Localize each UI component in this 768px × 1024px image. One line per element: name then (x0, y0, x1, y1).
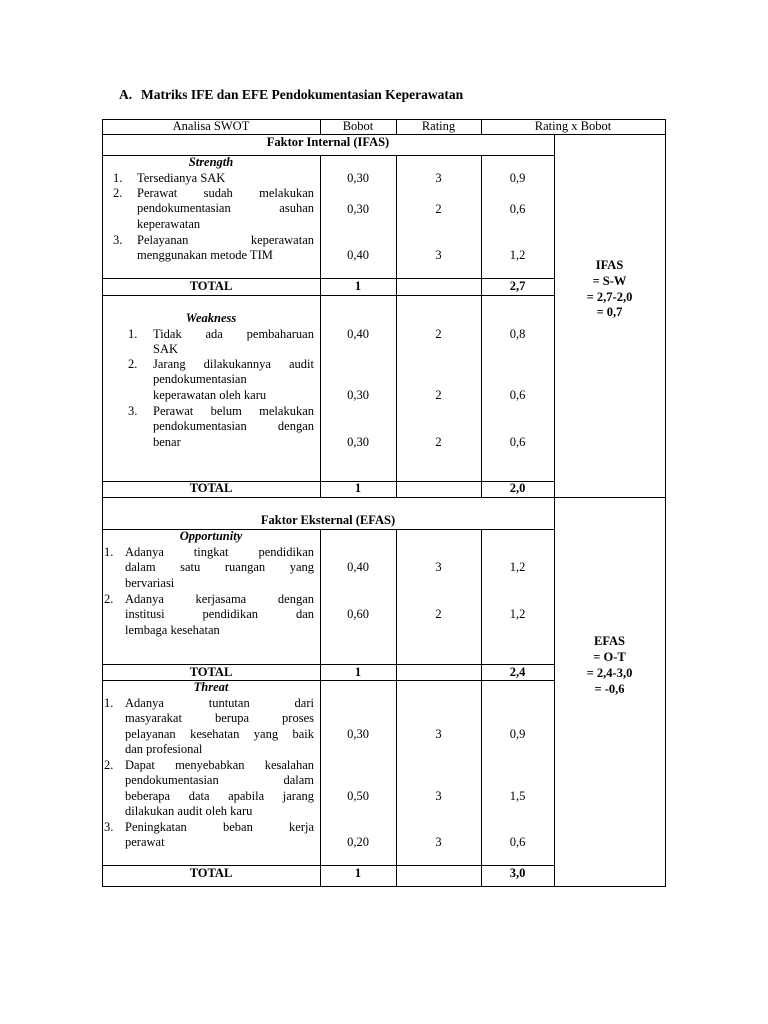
threat-total-bobot: 1 (354, 866, 362, 880)
opportunity-2-score: 1,2 (509, 607, 526, 621)
ifas-summary-formula: = S-W (592, 274, 627, 288)
section-title: Matriks IFE dan EFE Pendokumentasian Keperawatan (141, 87, 464, 102)
ifas-summary-label: IFAS (595, 258, 624, 272)
strength-3-score: 1,2 (509, 248, 526, 262)
item-text: Peningkatan beban kerja (125, 820, 314, 834)
item-text: Tersedianya SAK (137, 171, 226, 185)
item-number: 2. (104, 758, 114, 772)
item-text: benar (153, 434, 181, 449)
item-text: Tidak ada pembaharuan (153, 327, 314, 341)
item-text: keperawatan (137, 216, 201, 231)
item-text: Pelayanan keperawatan (137, 233, 314, 247)
strength-total-bobot: 1 (354, 279, 362, 293)
item-text: Jarang dilakukannya audit (153, 357, 314, 371)
efas-summary-formula: = O-T (593, 650, 626, 664)
item-text: SAK (153, 342, 179, 357)
item-number: 2. (104, 592, 114, 606)
strength-2-rating: 2 (435, 202, 442, 216)
strength-1-rating: 3 (435, 171, 442, 185)
item-text: Adanya tuntutan dari (125, 696, 314, 710)
item-text: Adanya tingkat pendidikan (125, 545, 314, 559)
strength-label: Strength (188, 155, 234, 169)
item-text: pendokumentasian dalam (125, 773, 314, 788)
item-text: Dapat menyebabkan kesalahan (125, 758, 314, 772)
header-rating: Rating (421, 119, 456, 133)
item-number: 3. (128, 404, 138, 418)
threat-1-rating: 3 (435, 727, 442, 741)
opportunity-label: Opportunity (179, 529, 243, 543)
opportunity-2-bobot: 0,60 (347, 607, 369, 621)
item-text: menggunakan metode TIM (137, 248, 273, 263)
weakness-2-rating: 2 (435, 388, 442, 402)
opportunity-2-rating: 2 (435, 607, 442, 621)
strength-1-score: 0,9 (509, 171, 526, 185)
threat-total-label: TOTAL (189, 866, 233, 880)
item-text: institusi pendidikan dan (125, 607, 314, 622)
item-text: Adanya kerjasama dengan (125, 592, 314, 606)
item-text: keperawatan oleh karu (153, 387, 267, 402)
ifas-summary-values: = 2,7-2,0 (586, 290, 633, 304)
item-text: bervariasi (125, 575, 175, 590)
efas-summary-label: EFAS (593, 634, 626, 648)
threat-label: Threat (193, 680, 229, 694)
strength-3-bobot: 0,40 (347, 248, 369, 262)
weakness-total-score: 2,0 (509, 481, 526, 495)
item-text: lembaga kesehatan (125, 622, 220, 637)
weakness-total-label: TOTAL (189, 481, 233, 495)
weakness-total-bobot: 1 (354, 481, 362, 495)
strength-2-score: 0,6 (509, 202, 526, 216)
ifas-summary-result: = 0,7 (596, 305, 623, 319)
weakness-1-bobot: 0,40 (347, 327, 369, 341)
weakness-1-score: 0,8 (509, 327, 526, 341)
item-number: 1. (104, 545, 114, 559)
strength-total-label: TOTAL (189, 279, 233, 293)
item-text: masyarakat berupa proses (125, 711, 314, 726)
item-text: pendokumentasian dengan (153, 419, 314, 434)
threat-3-score: 0,6 (509, 835, 526, 849)
opportunity-1-bobot: 0,40 (347, 560, 369, 574)
threat-2-rating: 3 (435, 789, 442, 803)
item-number: 1. (128, 327, 138, 341)
item-text: perawat (125, 835, 165, 850)
threat-1-bobot: 0,30 (347, 727, 369, 741)
item-number: 3. (104, 820, 114, 834)
strength-total-score: 2,7 (509, 279, 526, 293)
header-rating-x-bobot: Rating x Bobot (534, 119, 612, 133)
weakness-2-score: 0,6 (509, 388, 526, 402)
internal-factor-title: Faktor Internal (IFAS) (266, 135, 390, 149)
item-text: dilakukan audit oleh karu (125, 803, 253, 818)
weakness-3-score: 0,6 (509, 435, 526, 449)
weakness-label: Weakness (185, 311, 237, 325)
threat-2-bobot: 0,50 (347, 789, 369, 803)
strength-1-bobot: 0,30 (347, 171, 369, 185)
header-analisa-swot: Analisa SWOT (172, 119, 250, 133)
weakness-3-bobot: 0,30 (347, 435, 369, 449)
item-text: dalam satu ruangan yang (125, 560, 314, 575)
item-number: 1. (113, 171, 123, 185)
item-text: pendokumentasian asuhan (137, 201, 314, 216)
section-letter: A. (119, 87, 133, 102)
item-text: beberapa data apabila jarang (125, 788, 314, 803)
efas-summary-result: = -0,6 (594, 682, 625, 696)
threat-1-score: 0,9 (509, 727, 526, 741)
opportunity-total-bobot: 1 (354, 665, 362, 679)
item-number: 3. (113, 233, 123, 247)
header-bobot: Bobot (342, 119, 374, 133)
threat-2-score: 1,5 (509, 789, 526, 803)
item-text: pelayanan kesehatan yang baik (125, 726, 314, 741)
strength-2-bobot: 0,30 (347, 202, 369, 216)
weakness-3-rating: 2 (435, 435, 442, 449)
efas-summary-values: = 2,4-3,0 (586, 666, 633, 680)
item-text: Perawat belum melakukan (153, 404, 314, 418)
opportunity-1-score: 1,2 (509, 560, 526, 574)
external-factor-title: Faktor Eksternal (EFAS) (260, 513, 396, 527)
weakness-2-bobot: 0,30 (347, 388, 369, 402)
threat-total-score: 3,0 (509, 866, 526, 880)
threat-3-rating: 3 (435, 835, 442, 849)
item-text: Perawat sudah melakukan (137, 186, 314, 200)
item-number: 2. (128, 357, 138, 371)
item-text: dan profesional (125, 741, 203, 756)
opportunity-total-score: 2,4 (509, 665, 526, 679)
item-text: pendokumentasian (153, 372, 247, 387)
threat-3-bobot: 0,20 (347, 835, 369, 849)
item-number: 2. (113, 186, 123, 200)
item-number: 1. (104, 696, 114, 710)
opportunity-1-rating: 3 (435, 560, 442, 574)
weakness-1-rating: 2 (435, 327, 442, 341)
opportunity-total-label: TOTAL (189, 665, 233, 679)
strength-3-rating: 3 (435, 248, 442, 262)
